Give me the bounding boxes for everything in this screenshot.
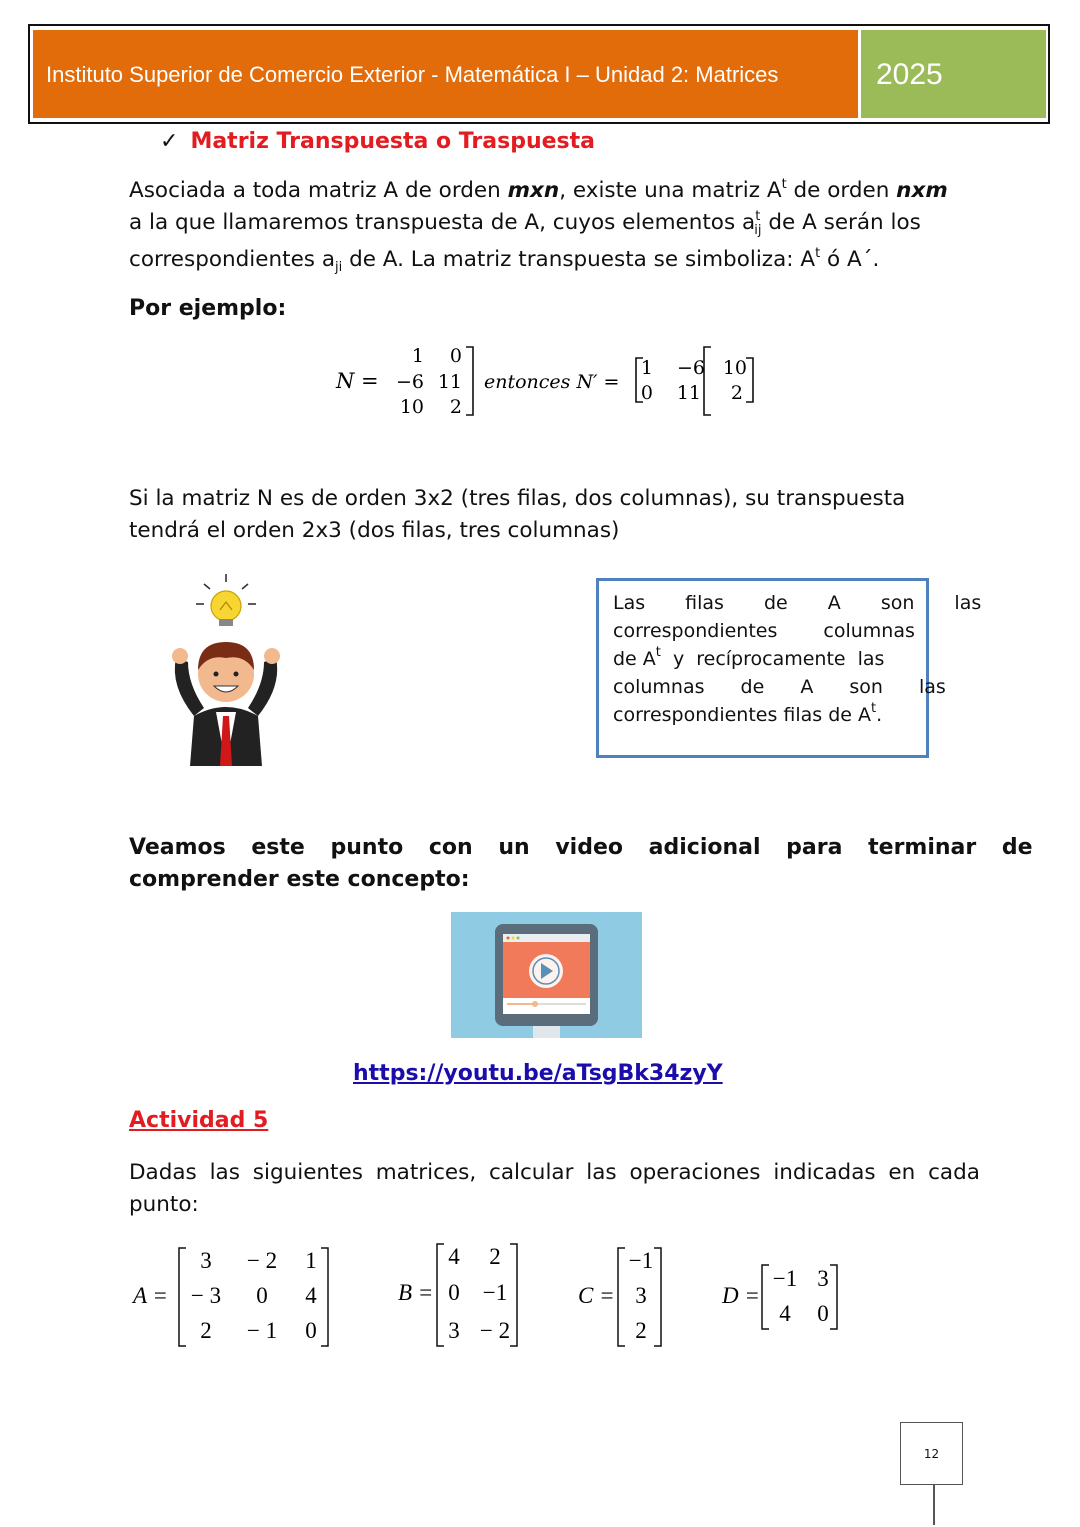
matrix-c-cell: −1 — [628, 1248, 654, 1273]
matrix-a-cell: 1 — [305, 1248, 317, 1273]
matrix-c-right-bracket — [654, 1248, 661, 1346]
activity-line-1: Dadas las siguientes matrices, calcular las operaciones indicadas en cada — [129, 1160, 980, 1185]
info-line-3: de $A^t$ y recíprocamente las — [613, 645, 885, 670]
matrix-b-cell: 3 — [448, 1318, 460, 1343]
n-cell: 2 — [449, 396, 462, 418]
intro-line-1: Asociada a toda matriz A de orden mxn, existe una matriz $A^t$ de orden nxm — [129, 177, 948, 203]
section-title-text: Matriz Transpuesta o Traspuesta — [190, 129, 595, 154]
activity-title: Actividad 5 — [129, 1108, 269, 1133]
intro-line-3: correspondientes $a_{ji}$ de A. La matriz transpuesta se simboliza: $A^t$ ó A´. — [129, 246, 880, 275]
intro-paragraph — [129, 175, 964, 276]
matrix-c-cell: 2 — [635, 1318, 647, 1343]
nt-right-bracket — [746, 358, 753, 402]
nt-cell: −6 — [676, 357, 705, 379]
activity-matrices — [125, 1238, 855, 1358]
matrix-c-cell: 3 — [635, 1283, 647, 1308]
n-cell: 11 — [437, 371, 462, 393]
matrix-b-left-bracket — [437, 1244, 444, 1346]
matrix-d-left-bracket — [762, 1265, 769, 1329]
order-line-2: tendrá el orden 2x3 (dos filas, tres columnas) — [129, 518, 620, 543]
matrix-a-cell: 2 — [200, 1318, 212, 1343]
matrix-c-left-bracket — [618, 1248, 625, 1346]
intro-line-2: a la que llamaremos transpuesta de A, cuyos elementos $a^t_{ij}$ de A serán los — [129, 209, 921, 238]
example-label: Por ejemplo: — [129, 296, 287, 321]
info-line-2: correspondientes columnas — [613, 620, 915, 642]
matrix-d-cell: 0 — [817, 1301, 829, 1326]
info-box-text — [613, 589, 982, 729]
header-title: Instituto Superior de Comercio Exterior - Matemática I – Unidad 2: Matrices — [46, 62, 779, 87]
info-line-1: Las filas de A son las — [613, 592, 982, 614]
matrix-d-label: D = — [722, 1283, 760, 1308]
section-title — [160, 129, 595, 154]
matrix-b-cell: 4 — [448, 1244, 460, 1269]
activity-line-2: punto: — [129, 1192, 199, 1217]
matrix-a-cell: 0 — [305, 1318, 317, 1343]
checkmark-icon: ✓ — [160, 129, 179, 154]
matrix-d-cell: −1 — [772, 1266, 798, 1291]
matrix-a-cell: 0 — [256, 1283, 268, 1308]
video-paragraph — [129, 832, 1033, 896]
matrix-b-label: B = — [398, 1280, 434, 1305]
matrix-d-cell: 4 — [779, 1301, 791, 1326]
example-equation — [320, 338, 780, 424]
n-label: N = — [336, 369, 379, 393]
connector-text: entonces N′ = — [484, 371, 620, 393]
matrix-d-right-bracket — [830, 1265, 837, 1329]
info-line-4: columnas de A son las — [613, 676, 946, 698]
matrix-a-cell: − 2 — [246, 1248, 278, 1273]
matrix-a-left-bracket — [179, 1248, 186, 1346]
video-link[interactable]: https://youtu.be/aTsgBk34zyY — [353, 1061, 723, 1086]
idea-man-illustration — [140, 566, 320, 766]
matrix-b-cell: −1 — [482, 1280, 508, 1305]
page-number-line — [933, 1485, 935, 1525]
nt-cell: 10 — [722, 357, 747, 379]
page-number: 12 — [900, 1422, 963, 1485]
activity-paragraph — [129, 1157, 980, 1221]
n-cell: 0 — [449, 345, 462, 367]
matrix-a-cell: 4 — [305, 1283, 317, 1308]
order-paragraph — [129, 483, 964, 547]
lightbulb-icon — [211, 591, 241, 621]
matrix-a-right-bracket — [321, 1248, 328, 1346]
video-line-2: comprender este concepto: — [129, 867, 470, 892]
nt-cell: 0 — [640, 382, 653, 404]
header-year: 2025 — [876, 58, 943, 91]
matrix-a-label: A = — [133, 1283, 168, 1308]
matrix-c-label: C = — [578, 1283, 615, 1308]
matrix-d-cell: 3 — [817, 1266, 829, 1291]
n-cell: 10 — [399, 396, 424, 418]
matrix-b-cell: 0 — [448, 1280, 460, 1305]
n-cell: 1 — [411, 345, 424, 367]
matrix-a-cell: − 3 — [190, 1283, 222, 1308]
matrix-b-cell: 2 — [489, 1244, 501, 1269]
n-right-bracket — [466, 347, 473, 415]
video-line-1: Veamos este punto con un video adicional para terminar de — [129, 835, 1033, 860]
matrix-a-cell: 3 — [200, 1248, 212, 1273]
info-line-5: correspondientes filas de $A^t$. — [613, 701, 883, 726]
n-cell: −6 — [395, 371, 424, 393]
matrix-a-cell: − 1 — [246, 1318, 278, 1343]
n-left-bracket — [704, 347, 711, 415]
nt-cell: 2 — [730, 382, 743, 404]
nt-cell: 1 — [640, 357, 653, 379]
matrix-b-cell: − 2 — [479, 1318, 511, 1343]
nt-cell: 11 — [676, 382, 701, 404]
order-line-1: Si la matriz N es de orden 3x2 (tres filas, dos columnas), su transpuesta — [129, 486, 906, 511]
matrix-b-right-bracket — [510, 1244, 517, 1346]
video-thumbnail[interactable] — [451, 912, 642, 1038]
